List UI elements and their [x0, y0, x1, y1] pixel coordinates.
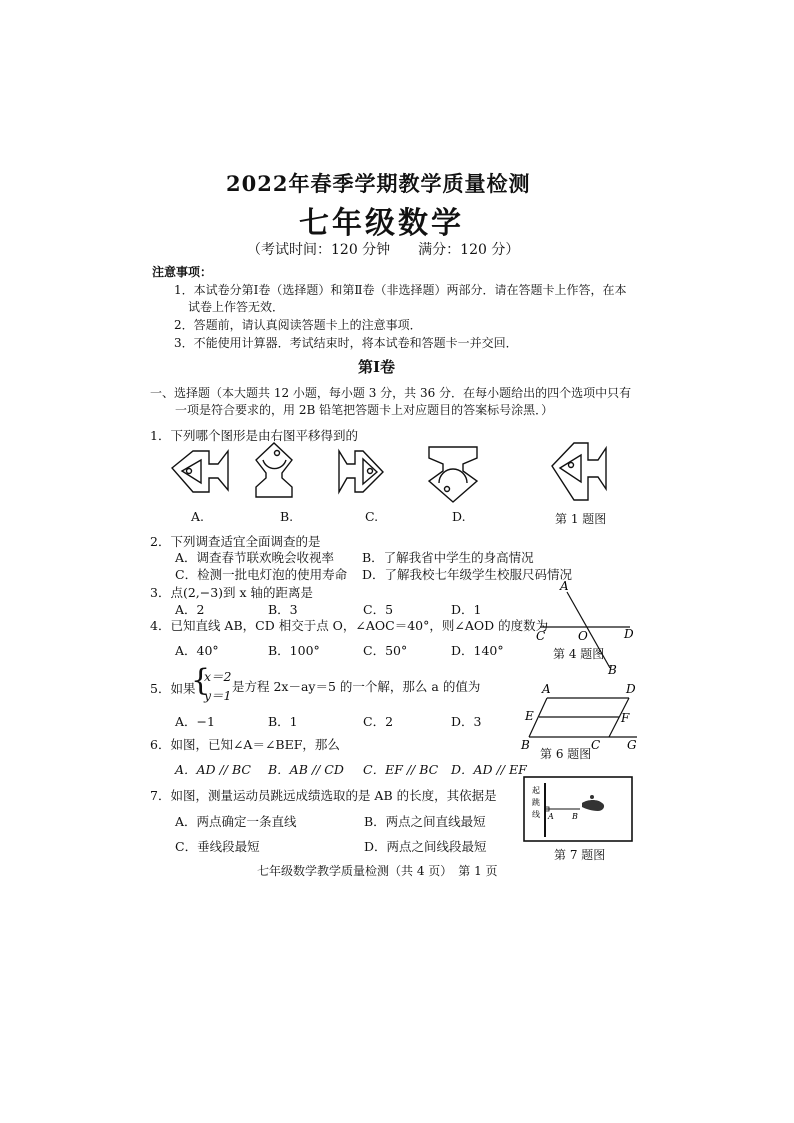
- label-xian: 线: [532, 810, 540, 819]
- label-a: A: [548, 812, 554, 821]
- q6-option-a: A．AD // BC: [175, 762, 251, 777]
- q4-option-d: D．140°: [451, 643, 504, 658]
- label-b: B: [521, 738, 530, 752]
- note-item-1: 1．本试卷分第Ⅰ卷（选择题）和第Ⅱ卷（非选择题）两部分．请在答题卡上作答，在本: [174, 283, 627, 297]
- q1-label-c: C.: [365, 509, 379, 524]
- q5-equation-1: x＝2: [204, 669, 232, 684]
- notes-heading: 注意事项：: [152, 265, 213, 279]
- label-b: B: [608, 663, 617, 677]
- q7-figure: [522, 775, 637, 845]
- q1-figure-d: [429, 447, 477, 502]
- q6-option-c: C．EF // BC: [363, 762, 439, 777]
- q1-figure-caption: 第 1 题图: [555, 512, 607, 526]
- question-6-text: 6．如图，已知∠A＝∠BEF，那么: [150, 737, 340, 752]
- q1-label-b: B.: [280, 509, 294, 524]
- system-brace: {: [191, 663, 211, 698]
- q7-option-d: D．两点之间线段最短: [364, 839, 487, 854]
- question-4-text: 4．已知直线 AB，CD 相交于点 O，∠AOC＝40°，则∠AOD 的度数为: [150, 618, 549, 633]
- page-footer: 七年级数学教学质量检测（共 4 页） 第 1 页: [257, 864, 498, 878]
- question-5-prefix: 5．如果: [150, 681, 196, 696]
- q3-option-a: A．2: [175, 602, 205, 617]
- section-line-2: 一项是符合要求的，用 2B 铅笔把答题卡上对应题目的答案标号涂黑．）: [175, 403, 554, 417]
- label-d: D: [626, 682, 636, 696]
- q1-label-d: D.: [452, 509, 466, 524]
- label-f: F: [621, 711, 630, 725]
- q5-option-c: C．2: [363, 714, 394, 729]
- q3-option-c: C．5: [363, 602, 394, 617]
- q5-option-a: A．−1: [175, 714, 215, 729]
- q7-option-c: C．垂线段最短: [175, 839, 260, 854]
- question-5-suffix: 是方程 2x－ay＝5 的一个解，那么 a 的值为: [232, 679, 481, 694]
- q3-option-b: B．3: [268, 602, 298, 617]
- q5-equation-2: y＝1: [204, 688, 232, 703]
- q1-figures: [160, 440, 620, 515]
- q1-label-a: A.: [191, 509, 205, 524]
- q2-option-c: C．检测一批电灯泡的使用寿命: [175, 567, 348, 582]
- label-tiao: 跳: [532, 798, 540, 807]
- q4-figure-caption: 第 4 题图: [553, 647, 605, 661]
- q4-option-a: A．40°: [175, 643, 219, 658]
- question-1-text: 1．下列哪个图形是由右图平移得到的: [150, 428, 358, 443]
- q7-figure-caption: 第 7 题图: [554, 848, 606, 862]
- part-title: 第Ⅰ卷: [358, 358, 396, 376]
- label-b: B: [572, 812, 578, 821]
- q1-figure-a: [172, 451, 228, 492]
- q5-option-d: D．3: [451, 714, 482, 729]
- question-2-text: 2．下列调查适宜全面调查的是: [150, 534, 321, 549]
- q6-option-d: D．AD // EF: [451, 762, 527, 777]
- footprint-dot-icon: [590, 795, 594, 799]
- q6-option-b: B．AB // CD: [268, 762, 344, 777]
- q1-reference-figure: [552, 443, 606, 500]
- q1-figure-c: [339, 451, 383, 492]
- label-e: E: [525, 709, 534, 723]
- label-c: C: [591, 738, 601, 752]
- note-item-3: 3．不能使用计算器．考试结束时，将本试卷和答题卡一并交回．: [174, 336, 518, 350]
- footprint-icon: [582, 800, 604, 811]
- q2-option-d: D．了解我校七年级学生校服尺码情况: [362, 567, 573, 582]
- q4-option-b: B．100°: [268, 643, 320, 658]
- label-g: G: [627, 738, 637, 752]
- q2-option-a: A．调查春节联欢晚会收视率: [175, 550, 335, 565]
- label-a: A: [542, 682, 551, 696]
- label-d: D: [624, 627, 634, 641]
- q4-option-c: C．50°: [363, 643, 408, 658]
- label-o: O: [578, 629, 588, 643]
- exam-title: 2022年春季学期教学质量检测: [226, 171, 531, 196]
- label-a: A: [560, 580, 569, 593]
- q3-option-d: D．1: [451, 602, 482, 617]
- q7-option-a: A．两点确定一条直线: [175, 814, 297, 829]
- note-item-2: 2．答题前，请认真阅读答题卡上的注意事项．: [174, 318, 422, 332]
- exam-info: （考试时间：120 分钟 满分：120 分）: [247, 242, 520, 258]
- q7-option-b: B．两点之间直线最短: [364, 814, 486, 829]
- label-qi: 起: [532, 786, 540, 795]
- q5-option-b: B．1: [268, 714, 298, 729]
- question-3-text: 3．点(2,−3)到 x 轴的距离是: [150, 585, 314, 600]
- q1-figure-b: [256, 443, 292, 497]
- question-7-text: 7．如图，测量运动员跳远成绩选取的是 AB 的长度，其依据是: [150, 788, 497, 803]
- subject-title: 七年级数学: [299, 206, 464, 241]
- q2-option-b: B．了解我省中学生的身高情况: [362, 550, 534, 565]
- section-line-1: 一、选择题（本大题共 12 小题，每小题 3 分，共 36 分．在每小题给出的四个选项中只有: [150, 386, 632, 400]
- label-c: C: [536, 629, 546, 643]
- q6-figure-caption: 第 6 题图: [540, 747, 592, 761]
- note-item-1-cont: 试卷上作答无效．: [188, 300, 285, 314]
